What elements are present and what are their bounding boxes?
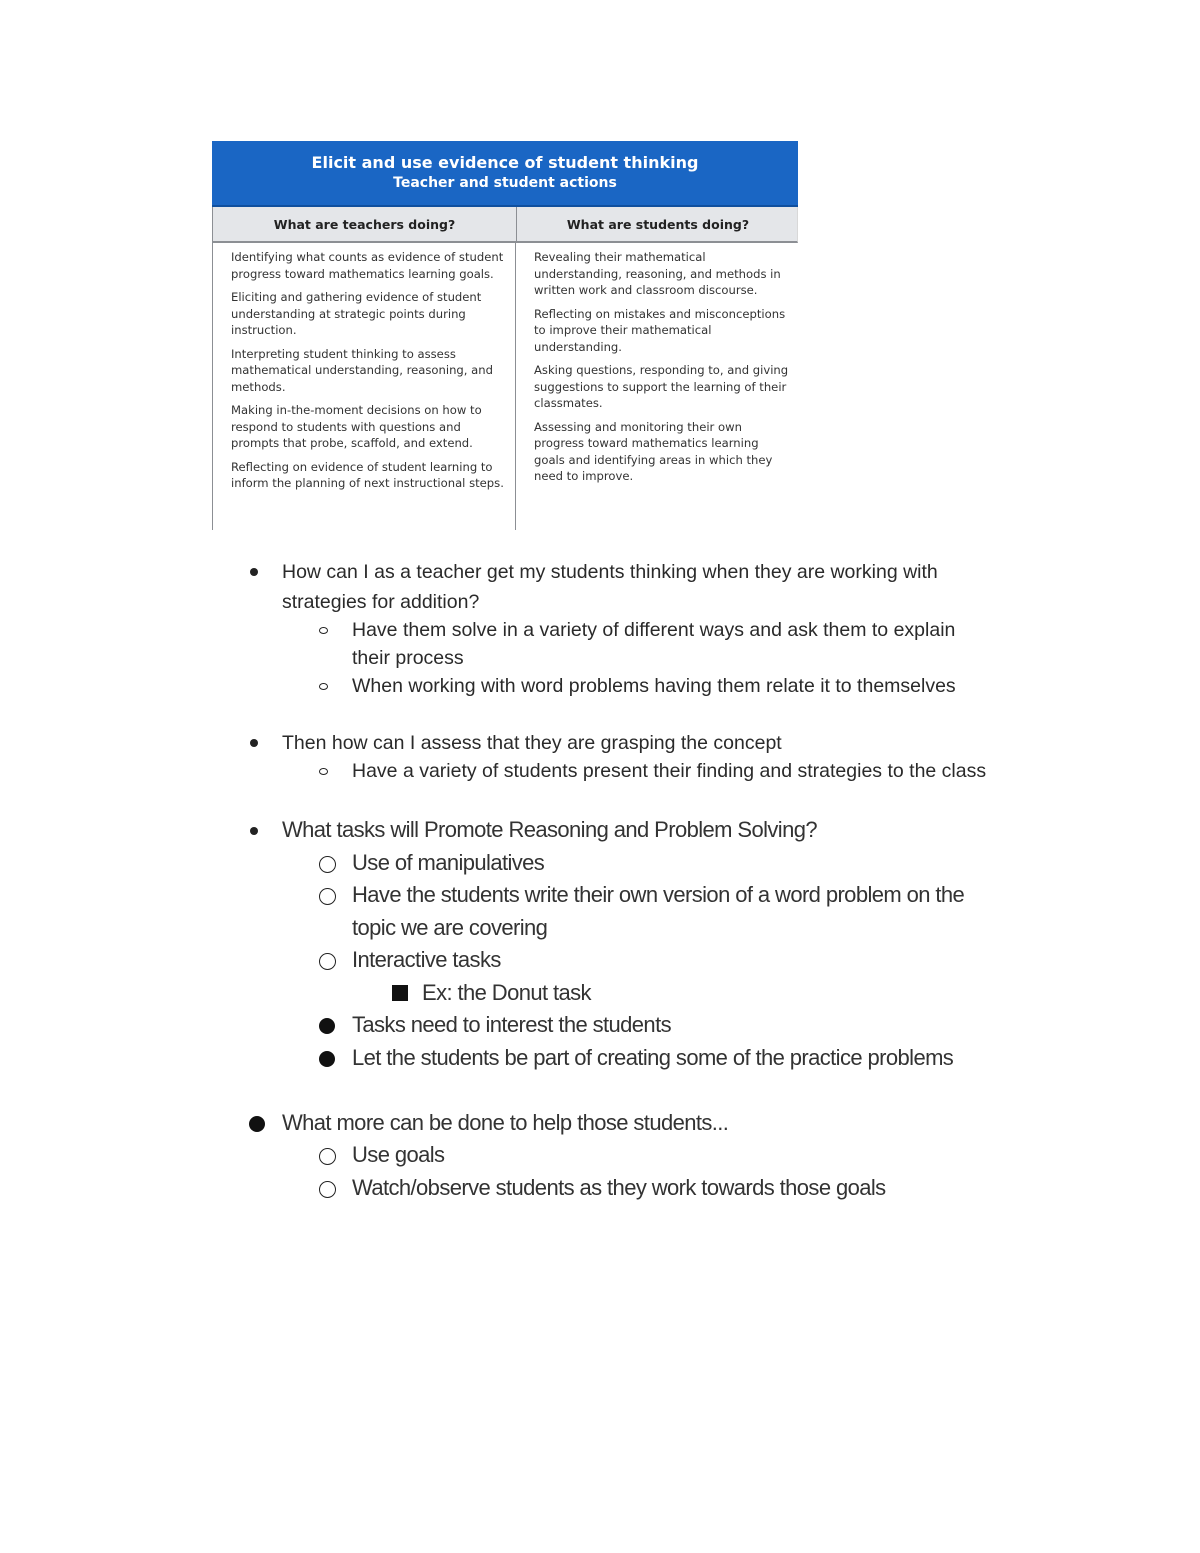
bullet-disc-icon [250, 827, 258, 835]
bullet-text: topic we are covering [352, 915, 548, 940]
figure-title: Elicit and use evidence of student thinking [311, 153, 699, 172]
bullet-text: How can I as a teacher get my students thinking when they are working with [282, 561, 938, 583]
bullet-text: Use goals [352, 1142, 445, 1167]
bullet-text: Tasks need to interest the students [352, 1012, 671, 1037]
teacher-student-actions-figure [212, 141, 798, 528]
bullet-square-icon [392, 985, 408, 1001]
figure-column-headers [212, 207, 798, 243]
student-item: Assessing and monitoring their own progress toward mathematics learning goals and identifying areas in which they need to improve. [534, 419, 773, 483]
bullet-text: Have them solve in a variety of different ways and ask them to explain [352, 619, 956, 641]
teacher-item: Eliciting and gathering evidence of student understanding at strategic points during instruction. [231, 290, 482, 337]
bullet-circle-icon [319, 856, 336, 873]
bullet-text: Have the students write their own version of a word problem on the [352, 882, 965, 907]
bullet-circle-icon [319, 768, 328, 775]
bullet-circle-icon [319, 953, 336, 970]
student-item: Revealing their mathematical understanding, reasoning, and methods in written work and classroom discourse. [534, 250, 781, 297]
bullet-text: Use of manipulatives [352, 850, 545, 875]
bullet-text: their process [352, 647, 464, 669]
bullet-text: When working with word problems having them relate it to themselves [352, 675, 956, 697]
figure-header [212, 141, 798, 207]
bullet-text: strategies for addition? [282, 591, 480, 613]
student-item: Reflecting on mistakes and misconceptions to improve their mathematical understanding. [534, 306, 786, 354]
bullet-disc-icon [249, 1116, 265, 1132]
teacher-item: Making in-the-moment decisions on how to respond to students with questions and prompts that probe, scaffold, and extend. [231, 403, 482, 450]
student-item: Asking questions, responding to, and giving suggestions to support the learning of their classmates. [534, 363, 789, 410]
bullet-text: Have a variety of students present their finding and strategies to the class [352, 760, 987, 782]
bullet-text: What more can be done to help those students... [282, 1110, 729, 1135]
bullet-disc-icon [319, 1051, 335, 1067]
teacher-item: Identifying what counts as evidence of student progress toward mathematics learning goals. [231, 250, 504, 281]
bullet-circle-icon [319, 1181, 336, 1198]
students-column [516, 243, 798, 530]
bullet-text: Watch/observe students as they work towards those goals [352, 1175, 886, 1200]
students-column-header: What are students doing? [566, 216, 750, 232]
bullet-text: Let the students be part of creating some of the practice problems [352, 1045, 954, 1070]
teachers-column [212, 243, 516, 530]
bullet-circle-icon [319, 683, 328, 690]
bullet-circle-icon [319, 627, 328, 634]
bullet-disc-icon [250, 739, 258, 747]
bullet-text: Ex: the Donut task [422, 980, 591, 1005]
teachers-column-header: What are teachers doing? [213, 207, 517, 241]
bullet-text: Interactive tasks [352, 947, 501, 972]
bullet-circle-icon [319, 888, 336, 905]
teacher-item: Reflecting on evidence of student learning to inform the planning of next instructional steps. [231, 459, 504, 490]
bullet-text: What tasks will Promote Reasoning and Problem Solving? [282, 817, 817, 842]
figure-body [212, 243, 798, 530]
bullet-disc-icon [319, 1018, 335, 1034]
bullet-text: Then how can I assess that they are grasping the concept [282, 732, 782, 754]
bullet-disc-icon [250, 568, 258, 576]
bullet-circle-icon [319, 1148, 336, 1165]
teacher-item: Interpreting student thinking to assess mathematical understanding, reasoning, and methods. [231, 346, 493, 394]
figure-subtitle: Teacher and student actions [393, 175, 617, 191]
